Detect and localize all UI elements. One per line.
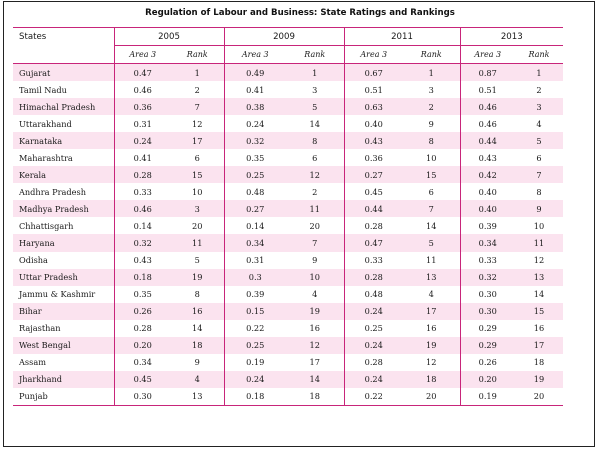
area-value-cell: 0.29 xyxy=(460,320,515,337)
rank-value-cell: 5 xyxy=(286,98,344,115)
rank-value-cell: 16 xyxy=(515,320,563,337)
area-value-cell: 0.24 xyxy=(344,371,403,388)
area-value-cell: 0.22 xyxy=(344,388,403,406)
area-value-cell: 0.31 xyxy=(114,115,171,132)
state-name-cell: Rajasthan xyxy=(13,320,114,337)
area-value-cell: 0.51 xyxy=(460,81,515,98)
area-value-cell: 0.27 xyxy=(224,200,286,217)
state-name-cell: Kerala xyxy=(13,166,114,183)
rank-value-cell: 3 xyxy=(515,98,563,115)
area-value-cell: 0.35 xyxy=(114,286,171,303)
state-name-cell: Assam xyxy=(13,354,114,371)
area-value-cell: 0.25 xyxy=(344,320,403,337)
rank-value-cell: 9 xyxy=(403,115,460,132)
area-value-cell: 0.33 xyxy=(114,183,171,200)
states-column-header: States xyxy=(13,28,114,64)
rank-value-cell: 1 xyxy=(403,64,460,82)
rank-value-cell: 8 xyxy=(515,183,563,200)
rank-value-cell: 10 xyxy=(515,217,563,234)
rank-value-cell: 12 xyxy=(515,252,563,269)
table-row xyxy=(13,371,563,388)
rank-value-cell: 5 xyxy=(403,234,460,251)
state-name-cell: Bihar xyxy=(13,303,114,320)
rank-value-cell: 10 xyxy=(403,149,460,166)
table-row xyxy=(13,98,563,115)
area-value-cell: 0.41 xyxy=(224,81,286,98)
rank-header: Rank xyxy=(171,46,224,64)
state-name-cell: Jharkhand xyxy=(13,371,114,388)
rank-header: Rank xyxy=(286,46,344,64)
rank-value-cell: 14 xyxy=(171,320,224,337)
rank-value-cell: 13 xyxy=(171,388,224,406)
state-name-cell: Jammu & Kashmir xyxy=(13,286,114,303)
year-header-row xyxy=(13,28,563,46)
rank-value-cell: 4 xyxy=(286,286,344,303)
state-name-cell: Haryana xyxy=(13,234,114,251)
rank-value-cell: 9 xyxy=(171,354,224,371)
rank-value-cell: 3 xyxy=(286,81,344,98)
rank-value-cell: 17 xyxy=(403,303,460,320)
table-row xyxy=(13,200,563,217)
area-value-cell: 0.15 xyxy=(224,303,286,320)
rank-value-cell: 7 xyxy=(171,98,224,115)
state-name-cell: Maharashtra xyxy=(13,149,114,166)
state-name-cell: Chhattisgarh xyxy=(13,217,114,234)
table-row xyxy=(13,234,563,251)
rank-value-cell: 6 xyxy=(286,149,344,166)
state-name-cell: Uttarakhand xyxy=(13,115,114,132)
document-frame xyxy=(3,1,595,447)
rank-value-cell: 20 xyxy=(286,217,344,234)
rank-value-cell: 16 xyxy=(171,303,224,320)
table-row xyxy=(13,183,563,200)
rank-value-cell: 5 xyxy=(171,252,224,269)
area-value-cell: 0.26 xyxy=(460,354,515,371)
state-name-cell: West Bengal xyxy=(13,337,114,354)
rank-value-cell: 14 xyxy=(286,115,344,132)
area-value-cell: 0.40 xyxy=(344,115,403,132)
area-value-cell: 0.14 xyxy=(114,217,171,234)
area-value-cell: 0.24 xyxy=(344,337,403,354)
state-name-cell: Odisha xyxy=(13,252,114,269)
rank-value-cell: 12 xyxy=(286,337,344,354)
area-value-cell: 0.43 xyxy=(344,132,403,149)
table-row xyxy=(13,337,563,354)
area-value-cell: 0.38 xyxy=(224,98,286,115)
table-row xyxy=(13,149,563,166)
rank-value-cell: 2 xyxy=(171,81,224,98)
rank-value-cell: 13 xyxy=(515,269,563,286)
table-title: Regulation of Labour and Business: State Ratings and Rankings xyxy=(145,8,455,18)
area-value-cell: 0.34 xyxy=(114,354,171,371)
area-value-cell: 0.36 xyxy=(114,98,171,115)
rank-value-cell: 11 xyxy=(515,234,563,251)
rank-value-cell: 8 xyxy=(403,132,460,149)
area-value-cell: 0.42 xyxy=(460,166,515,183)
rank-value-cell: 14 xyxy=(286,371,344,388)
rank-value-cell: 7 xyxy=(286,234,344,251)
area-value-cell: 0.63 xyxy=(344,98,403,115)
rank-value-cell: 15 xyxy=(515,303,563,320)
area-value-cell: 0.46 xyxy=(114,200,171,217)
rank-value-cell: 17 xyxy=(171,132,224,149)
rank-value-cell: 10 xyxy=(171,183,224,200)
area-value-cell: 0.40 xyxy=(460,200,515,217)
rank-value-cell: 9 xyxy=(286,252,344,269)
area-value-cell: 0.32 xyxy=(460,269,515,286)
area-value-cell: 0.28 xyxy=(344,269,403,286)
area-value-cell: 0.40 xyxy=(460,183,515,200)
rank-value-cell: 18 xyxy=(171,337,224,354)
rank-value-cell: 6 xyxy=(515,149,563,166)
area-value-cell: 0.30 xyxy=(114,388,171,406)
rank-value-cell: 15 xyxy=(171,166,224,183)
rank-value-cell: 14 xyxy=(403,217,460,234)
rank-value-cell: 4 xyxy=(403,286,460,303)
area-value-cell: 0.47 xyxy=(114,64,171,82)
area-value-cell: 0.24 xyxy=(224,115,286,132)
state-name-cell: Tamil Nadu xyxy=(13,81,114,98)
area-value-cell: 0.24 xyxy=(224,371,286,388)
rank-value-cell: 19 xyxy=(403,337,460,354)
rank-value-cell: 20 xyxy=(171,217,224,234)
table-row xyxy=(13,286,563,303)
area-value-cell: 0.46 xyxy=(460,98,515,115)
year-header-2005: 2005 xyxy=(114,28,224,46)
rank-value-cell: 2 xyxy=(286,183,344,200)
area-value-cell: 0.24 xyxy=(344,303,403,320)
area-header: Area 3 xyxy=(344,46,403,64)
rank-value-cell: 18 xyxy=(515,354,563,371)
rank-value-cell: 7 xyxy=(515,166,563,183)
area-value-cell: 0.14 xyxy=(224,217,286,234)
state-name-cell: Punjab xyxy=(13,388,114,406)
rank-value-cell: 4 xyxy=(515,115,563,132)
rank-value-cell: 1 xyxy=(515,64,563,82)
area-value-cell: 0.45 xyxy=(114,371,171,388)
table-row xyxy=(13,388,563,406)
rank-value-cell: 12 xyxy=(286,166,344,183)
area-value-cell: 0.18 xyxy=(114,269,171,286)
area-value-cell: 0.28 xyxy=(344,217,403,234)
area-value-cell: 0.28 xyxy=(344,354,403,371)
area-value-cell: 0.33 xyxy=(344,252,403,269)
rank-value-cell: 5 xyxy=(515,132,563,149)
rank-value-cell: 8 xyxy=(171,286,224,303)
rank-value-cell: 1 xyxy=(171,64,224,82)
area-value-cell: 0.25 xyxy=(224,337,286,354)
rank-value-cell: 14 xyxy=(515,286,563,303)
area-value-cell: 0.20 xyxy=(114,337,171,354)
year-header-2009: 2009 xyxy=(224,28,344,46)
area-value-cell: 0.43 xyxy=(460,149,515,166)
rank-value-cell: 20 xyxy=(515,388,563,406)
area-value-cell: 0.19 xyxy=(224,354,286,371)
area-value-cell: 0.67 xyxy=(344,64,403,82)
area-value-cell: 0.32 xyxy=(114,234,171,251)
rank-value-cell: 11 xyxy=(286,200,344,217)
area-value-cell: 0.24 xyxy=(114,132,171,149)
area-value-cell: 0.44 xyxy=(460,132,515,149)
area-value-cell: 0.46 xyxy=(114,81,171,98)
rank-value-cell: 18 xyxy=(403,371,460,388)
area-header: Area 3 xyxy=(114,46,171,64)
rank-header: Rank xyxy=(515,46,563,64)
area-value-cell: 0.20 xyxy=(460,371,515,388)
rank-value-cell: 13 xyxy=(403,269,460,286)
rank-value-cell: 4 xyxy=(171,371,224,388)
area-header: Area 3 xyxy=(224,46,286,64)
area-value-cell: 0.3 xyxy=(224,269,286,286)
area-value-cell: 0.19 xyxy=(460,388,515,406)
rank-value-cell: 17 xyxy=(515,337,563,354)
rank-value-cell: 20 xyxy=(403,388,460,406)
rank-value-cell: 2 xyxy=(403,98,460,115)
area-value-cell: 0.49 xyxy=(224,64,286,82)
area-value-cell: 0.28 xyxy=(114,320,171,337)
area-value-cell: 0.35 xyxy=(224,149,286,166)
state-name-cell: Uttar Pradesh xyxy=(13,269,114,286)
rank-value-cell: 9 xyxy=(515,200,563,217)
rank-value-cell: 1 xyxy=(286,64,344,82)
rank-value-cell: 19 xyxy=(515,371,563,388)
area-value-cell: 0.30 xyxy=(460,286,515,303)
area-value-cell: 0.48 xyxy=(224,183,286,200)
area-value-cell: 0.43 xyxy=(114,252,171,269)
rank-value-cell: 6 xyxy=(403,183,460,200)
table-body xyxy=(13,64,563,406)
area-value-cell: 0.41 xyxy=(114,149,171,166)
rank-value-cell: 7 xyxy=(403,200,460,217)
rank-header: Rank xyxy=(403,46,460,64)
area-value-cell: 0.18 xyxy=(224,388,286,406)
area-value-cell: 0.44 xyxy=(344,200,403,217)
table-row xyxy=(13,303,563,320)
area-value-cell: 0.28 xyxy=(114,166,171,183)
area-value-cell: 0.31 xyxy=(224,252,286,269)
rank-value-cell: 16 xyxy=(286,320,344,337)
area-value-cell: 0.29 xyxy=(460,337,515,354)
rank-value-cell: 8 xyxy=(286,132,344,149)
rank-value-cell: 16 xyxy=(403,320,460,337)
area-value-cell: 0.34 xyxy=(224,234,286,251)
state-name-cell: Madhya Pradesh xyxy=(13,200,114,217)
area-value-cell: 0.36 xyxy=(344,149,403,166)
table-row xyxy=(13,252,563,269)
rank-value-cell: 15 xyxy=(403,166,460,183)
area-value-cell: 0.22 xyxy=(224,320,286,337)
rank-value-cell: 3 xyxy=(171,200,224,217)
table-row xyxy=(13,81,563,98)
table-row xyxy=(13,64,563,82)
area-value-cell: 0.48 xyxy=(344,286,403,303)
rank-value-cell: 18 xyxy=(286,388,344,406)
table-row xyxy=(13,269,563,286)
table-row xyxy=(13,354,563,371)
area-value-cell: 0.32 xyxy=(224,132,286,149)
area-value-cell: 0.27 xyxy=(344,166,403,183)
year-header-2011: 2011 xyxy=(344,28,460,46)
table-row xyxy=(13,166,563,183)
rank-value-cell: 17 xyxy=(286,354,344,371)
area-value-cell: 0.51 xyxy=(344,81,403,98)
table-row xyxy=(13,320,563,337)
year-header-2013: 2013 xyxy=(460,28,563,46)
area-value-cell: 0.26 xyxy=(114,303,171,320)
area-value-cell: 0.25 xyxy=(224,166,286,183)
ratings-table xyxy=(13,27,563,406)
area-value-cell: 0.39 xyxy=(460,217,515,234)
rank-value-cell: 19 xyxy=(286,303,344,320)
area-value-cell: 0.33 xyxy=(460,252,515,269)
table-row xyxy=(13,132,563,149)
state-name-cell: Karnataka xyxy=(13,132,114,149)
area-value-cell: 0.87 xyxy=(460,64,515,82)
area-header: Area 3 xyxy=(460,46,515,64)
table-row xyxy=(13,217,563,234)
state-name-cell: Gujarat xyxy=(13,64,114,82)
rank-value-cell: 3 xyxy=(403,81,460,98)
area-value-cell: 0.46 xyxy=(460,115,515,132)
area-value-cell: 0.30 xyxy=(460,303,515,320)
area-value-cell: 0.34 xyxy=(460,234,515,251)
rank-value-cell: 6 xyxy=(171,149,224,166)
rank-value-cell: 11 xyxy=(403,252,460,269)
area-value-cell: 0.39 xyxy=(224,286,286,303)
rank-value-cell: 19 xyxy=(171,269,224,286)
state-name-cell: Himachal Pradesh xyxy=(13,98,114,115)
state-name-cell: Andhra Pradesh xyxy=(13,183,114,200)
rank-value-cell: 12 xyxy=(171,115,224,132)
area-value-cell: 0.45 xyxy=(344,183,403,200)
rank-value-cell: 2 xyxy=(515,81,563,98)
table-row xyxy=(13,115,563,132)
area-value-cell: 0.47 xyxy=(344,234,403,251)
rank-value-cell: 12 xyxy=(403,354,460,371)
rank-value-cell: 10 xyxy=(286,269,344,286)
rank-value-cell: 11 xyxy=(171,234,224,251)
